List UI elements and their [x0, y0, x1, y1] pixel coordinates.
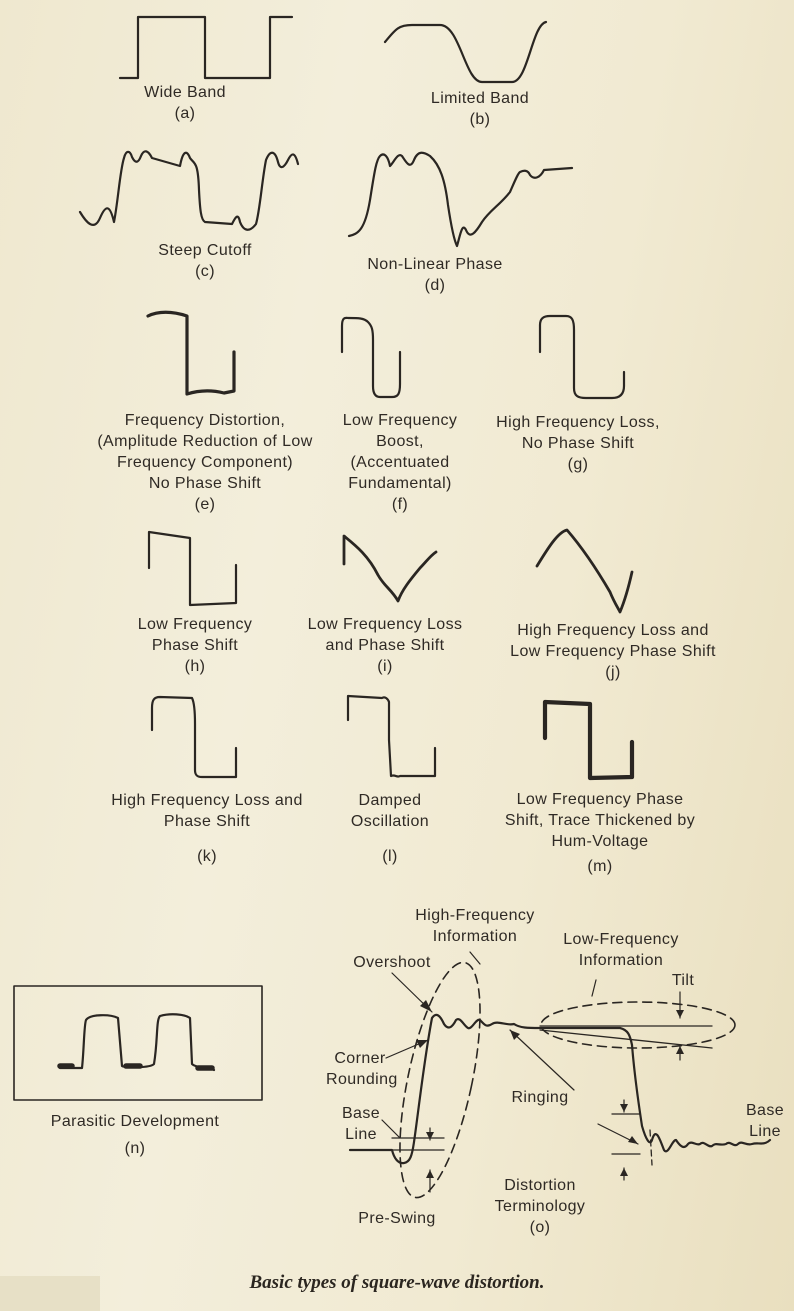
- waveform-h: [149, 532, 236, 605]
- label-n: Parasitic Development (n): [50, 1113, 220, 1157]
- label-o: Distortion Terminology (o): [494, 1177, 586, 1236]
- label-j: High Frequency Loss and Low Frequency Phase Shift (j): [510, 622, 716, 681]
- label-i: Low Frequency Loss and Phase Shift (i): [307, 616, 463, 675]
- annotation-base-line-right: Base Line: [745, 1102, 785, 1140]
- label-g: High Frequency Loss, No Phase Shift (g): [496, 414, 660, 473]
- annotation-ringing: Ringing: [511, 1089, 569, 1106]
- annotation-pre-swing: Pre-Swing: [358, 1210, 436, 1227]
- waveform-c: [80, 151, 298, 229]
- label-e: Frequency Distortion, (Amplitude Reduction of Low Frequency Component) No Phase Shift (e): [97, 412, 313, 513]
- waveform-b: [385, 22, 546, 82]
- annotation-tilt: Tilt: [671, 972, 695, 989]
- label-m: Low Frequency Phase Shift, Trace Thickened by Hum-Voltage (m): [504, 791, 696, 875]
- label-l: Damped Oscillation (l): [350, 792, 430, 865]
- waveform-j: [537, 530, 632, 612]
- waveform-i: [344, 536, 436, 601]
- waveform-l: [348, 696, 435, 777]
- annotation-overshoot: Overshoot: [353, 954, 431, 971]
- figure-caption: Basic types of square-wave distortion.: [249, 1272, 545, 1293]
- waveform-d: [349, 153, 572, 246]
- label-f: Low Frequency Boost, (Accentuated Fundamental) (f): [342, 412, 458, 513]
- waveform-f: [342, 318, 400, 397]
- label-h: Low Frequency Phase Shift (h): [137, 616, 253, 675]
- label-k: High Frequency Loss and Phase Shift (k): [111, 792, 303, 865]
- waveform-a: [120, 17, 292, 78]
- parasitic-box: [14, 986, 262, 1100]
- high-frequency-ellipse: [384, 956, 497, 1204]
- waveform-n: [60, 1014, 214, 1070]
- waveform-m: [545, 702, 632, 778]
- annotation-high-frequency: High-Frequency Information: [415, 907, 535, 945]
- label-a: Wide Band (a): [144, 84, 226, 122]
- label-c: Steep Cutoff (c): [158, 242, 252, 280]
- waveform-e: [148, 312, 234, 394]
- waveform-k: [152, 697, 236, 777]
- annotation-corner-rounding: Corner Rounding: [326, 1050, 398, 1088]
- annotation-base-line-left: Base Line: [341, 1105, 381, 1143]
- low-frequency-ellipse: [541, 1002, 735, 1048]
- waveform-g: [540, 316, 624, 398]
- label-b: Limited Band (b): [430, 90, 530, 128]
- label-d: Non-Linear Phase (d): [367, 256, 503, 294]
- annotation-low-frequency: Low-Frequency Information: [563, 931, 679, 969]
